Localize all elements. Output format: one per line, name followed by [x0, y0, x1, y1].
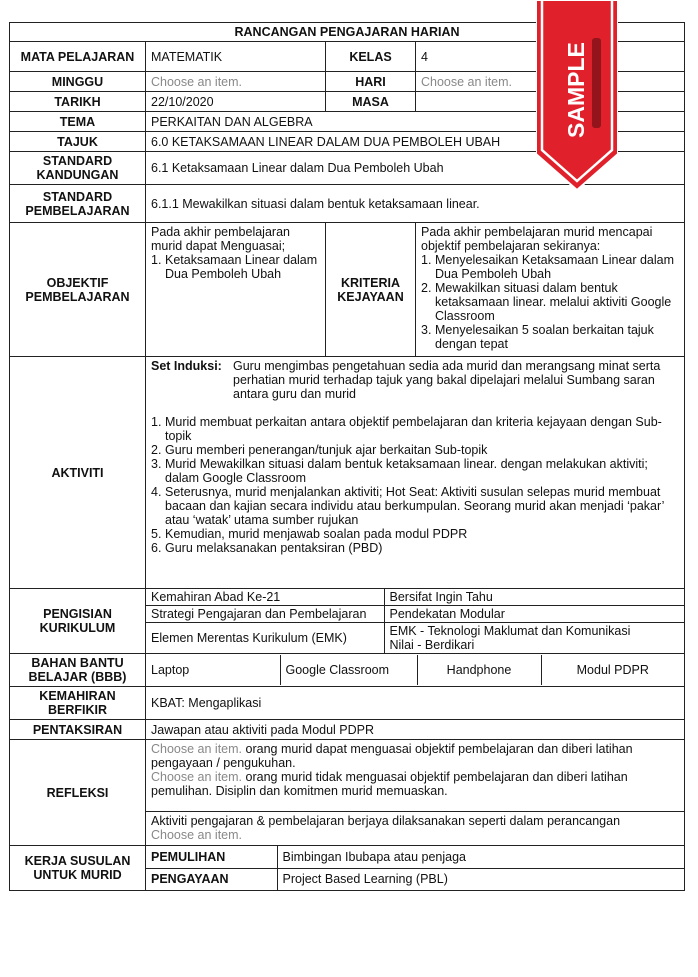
refleksi-dropdown-1[interactable]: Choose an item.	[151, 742, 243, 756]
standard-kandungan-value[interactable]: 6.1 Ketaksamaan Linear dalam Dua Pemboleh Ubah	[146, 152, 685, 185]
bbb-item[interactable]: Google Classroom	[280, 655, 417, 685]
aktiviti-step: 6. Guru melaksanakan pentaksiran (PBD)	[151, 541, 383, 555]
standard-pembelajaran-label: STANDARD PEMBELAJARAN	[10, 185, 146, 223]
kriteria-label: KRITERIA KEJAYAAN	[326, 223, 416, 357]
pengisian-key: Elemen Merentas Kurikulum (EMK)	[146, 623, 384, 654]
masa-label: MASA	[326, 92, 416, 112]
tarikh-label: TARIKH	[10, 92, 146, 112]
refleksi-line-2: Choose an item. orang murid tidak menguasai objektif pembelajaran dan diberi latihan pemulihan. Disiplin dan komitmen murid memuaskan.	[151, 770, 628, 798]
sample-ribbon	[536, 0, 618, 190]
pengisian-key: Kemahiran Abad Ke-21	[146, 589, 384, 606]
kriteria-item: 3. Menyelesaikan 5 soalan berkaitan tajuk dengan tepat	[421, 323, 654, 351]
refleksi-line-1: Choose an item. orang murid dapat menguasai objektif pembelajaran dan diberi latihan pengayaan / pengukuhan.	[151, 742, 633, 770]
pengayaan-value[interactable]: Project Based Learning (PBL)	[282, 872, 448, 887]
objektif-content[interactable]	[146, 223, 326, 357]
kriteria-item: 2. Mewakilkan situasi dalam bentuk ketaksamaan linear. melalui aktiviti Google Classroom	[421, 281, 672, 323]
kriteria-intro: Pada akhir pembelajaran murid mencapai objektif pembelajaran sekiranya:	[421, 225, 653, 253]
standard-kandungan-label: STANDARD KANDUNGAN	[10, 152, 146, 185]
pengayaan-label: PENGAYAAN	[146, 868, 277, 890]
pengisian-value[interactable]: EMK - Teknologi Maklumat dan Komunikasi Nilai - Berdikari	[389, 624, 631, 652]
refleksi-footer[interactable]	[146, 812, 685, 846]
aktiviti-step: 2. Guru memberi penerangan/tunjuk ajar berkaitan Sub-topik	[151, 443, 488, 457]
kemahiran-berfikir-value[interactable]: KBAT: Mengaplikasi	[146, 687, 685, 720]
objektif-intro: Pada akhir pembelajaran murid dapat Menguasai;	[151, 225, 290, 253]
kelas-label: KELAS	[326, 42, 416, 72]
tarikh-value[interactable]: 22/10/2020	[146, 92, 326, 112]
bbb-grid	[146, 654, 685, 687]
aktiviti-step: 3. Murid Mewakilkan situasi dalam bentuk ketaksamaan linear. dengan melakukan aktiviti; dalam Google Classroom	[151, 457, 648, 485]
kemahiran-berfikir-label: KEMAHIRAN BERFIKIR	[10, 687, 146, 720]
pengisian-value[interactable]: Bersifat Ingin Tahu	[384, 589, 684, 606]
kelas-value[interactable]: 4	[416, 42, 685, 72]
mata-pelajaran-label: MATA PELAJARAN	[10, 42, 146, 72]
pentaksiran-label: PENTAKSIRAN	[10, 720, 146, 740]
hari-dropdown[interactable]: Choose an item.	[416, 72, 685, 92]
pemulihan-label: PEMULIHAN	[146, 846, 277, 868]
refleksi-line-3: Aktiviti pengajaran & pembelajaran berjaya dilaksanakan seperti dalam perancangan	[151, 814, 621, 828]
mata-pelajaran-value[interactable]: MATEMATIK	[146, 42, 326, 72]
hari-label: HARI	[326, 72, 416, 92]
refleksi-label: REFLEKSI	[10, 740, 146, 846]
tajuk-value[interactable]: 6.0 KETAKSAMAAN LINEAR DALAM DUA PEMBOLEH UBAH	[146, 132, 685, 152]
bbb-label: BAHAN BANTU BELAJAR (BBB)	[10, 654, 146, 687]
pengisian-key: Strategi Pengajaran dan Pembelajaran	[146, 606, 384, 623]
aktiviti-label: AKTIVITI	[10, 357, 146, 589]
set-induksi	[151, 359, 679, 401]
tajuk-label: TAJUK	[10, 132, 146, 152]
tema-value[interactable]: PERKAITAN DAN ALGEBRA	[146, 112, 685, 132]
objektif-label: OBJEKTIF PEMBELAJARAN	[10, 223, 146, 357]
bbb-item[interactable]: Handphone	[417, 655, 541, 685]
kriteria-item: 1. Menyelesaikan Ketaksamaan Linear dalam Dua Pemboleh Ubah	[421, 253, 675, 281]
kerja-susulan-grid	[146, 846, 685, 891]
aktiviti-step: 1. Murid membuat perkaitan antara objektif pembelajaran dan kriteria kejayaan dengan Sub-topik	[151, 415, 662, 443]
tema-label: TEMA	[10, 112, 146, 132]
set-induksi-text: Guru mengimbas pengetahuan sedia ada murid dan merangsang minat serta perhatian murid terhadap tajuk yang bakal dipelajari melalui Sumbang saran antara guru dan murid	[233, 359, 661, 401]
minggu-label: MINGGU	[10, 72, 146, 92]
objektif-item: 1. Ketaksamaan Linear dalam Dua Pemboleh Ubah	[151, 253, 318, 281]
refleksi-dropdown-3[interactable]: Choose an item.	[151, 828, 243, 842]
refleksi-content[interactable]	[146, 740, 685, 812]
kriteria-content[interactable]	[416, 223, 685, 357]
set-induksi-label: Set Induksi:	[151, 359, 222, 373]
refleksi-dropdown-2[interactable]: Choose an item.	[151, 770, 243, 784]
aktiviti-step: 4. Seterusnya, murid menjalankan aktiviti; Hot Seat: Aktiviti susulan selepas murid membuat bacaan dan kajian secara individu atau berkumpulan. Seorang murid akan menjadi ‘pakar’ atau ‘watak’ utama sumber rujukan	[151, 485, 664, 527]
doc-title: RANCANGAN PENGAJARAN HARIAN	[10, 23, 685, 42]
aktiviti-content[interactable]	[146, 357, 685, 589]
pengisian-label: PENGISIAN KURIKULUM	[10, 589, 146, 654]
pengisian-value[interactable]: Pendekatan Modular	[384, 606, 684, 623]
bbb-item[interactable]: Laptop	[146, 655, 280, 685]
aktiviti-step: 5. Kemudian, murid menjawab soalan pada modul PDPR	[151, 527, 468, 541]
bbb-item[interactable]: Modul PDPR	[576, 663, 649, 677]
standard-pembelajaran-value[interactable]: 6.1.1 Mewakilkan situasi dalam bentuk ketaksamaan linear.	[146, 185, 685, 223]
kerja-susulan-label: KERJA SUSULAN UNTUK MURID	[10, 846, 146, 891]
pemulihan-value[interactable]: Bimbingan Ibubapa atau penjaga	[277, 846, 684, 868]
pengisian-grid	[146, 589, 685, 654]
ribbon-text: SAMPLE	[563, 42, 589, 138]
minggu-dropdown[interactable]: Choose an item.	[146, 72, 326, 92]
pentaksiran-value[interactable]: Jawapan atau aktiviti pada Modul PDPR	[146, 720, 685, 740]
